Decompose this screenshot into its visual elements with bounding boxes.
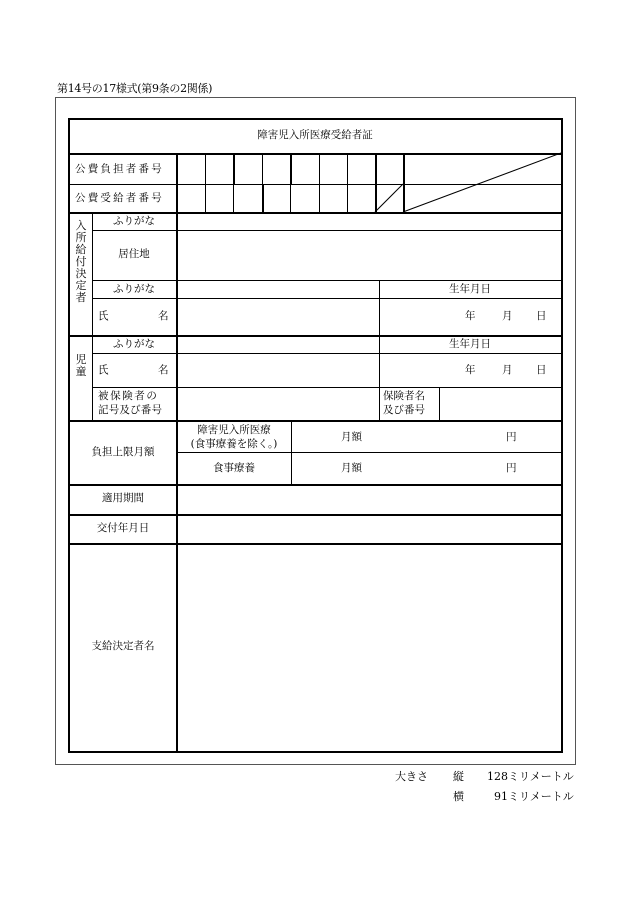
furigana-label-2: ふりがな [113,283,155,295]
form-title: 障害児入所医療受給者証 [257,129,373,141]
month-label-1: 月 [502,310,513,322]
benefit-decision-person-group-label: 入所給付決定者 [75,219,87,304]
insurer-label-1: 保険者名 [383,390,425,402]
insured-number-label-1: 被保険者の [98,390,159,402]
day-label-2: 日 [536,364,547,376]
year-label-1: 年 [465,310,476,322]
yen-label-2: 円 [506,462,517,474]
payer-number-label: 公費負担者番号 [75,163,164,175]
insurer-label-2: 及び番号 [383,404,425,416]
horizontal-size-label: 横 [453,790,464,803]
issue-date-label: 交付年月日 [96,522,150,534]
size-label: 大きさ [395,770,428,783]
vertical-size-label: 縦 [453,770,464,783]
certificate-form [68,118,563,753]
yen-label-1: 円 [506,431,517,443]
address-label: 居住地 [118,248,150,260]
birth-date-label-1: 生年月日 [449,283,491,295]
application-period-label: 適用期間 [102,492,144,504]
copay-medical-label-2: (食事療養を除く。) [190,438,278,450]
furigana-label-1: ふりがな [113,215,155,227]
monthly-amount-label-2: 月額 [341,462,362,474]
horizontal-size-value: 91ミリメートル [494,790,574,803]
furigana-label-3: ふりがな [113,338,155,350]
name-label-left-2: 氏 [98,364,109,376]
day-label-1: 日 [536,310,547,322]
year-label-2: 年 [465,364,476,376]
name-label-right-2: 名 [158,364,169,376]
child-group-label: 児童 [75,353,87,378]
copay-limit-label: 負担上限月額 [91,446,155,458]
provider-name-label: 支給決定者名 [91,640,155,652]
birth-date-label-2: 生年月日 [449,338,491,350]
name-label-left-1: 氏 [98,310,109,322]
recipient-number-label: 公費受給者番号 [75,192,164,204]
form-number-header: 第14号の17様式(第9条の2関係) [57,82,213,95]
name-label-right-1: 名 [158,310,169,322]
insured-number-label-2: 記号及び番号 [98,404,163,416]
month-label-2: 月 [502,364,513,376]
copay-medical-label-1: 障害児入所医療 [197,424,271,436]
monthly-amount-label-1: 月額 [341,431,362,443]
copay-meal-label: 食事療養 [213,462,255,474]
vertical-size-value: 128ミリメートル [487,770,574,783]
